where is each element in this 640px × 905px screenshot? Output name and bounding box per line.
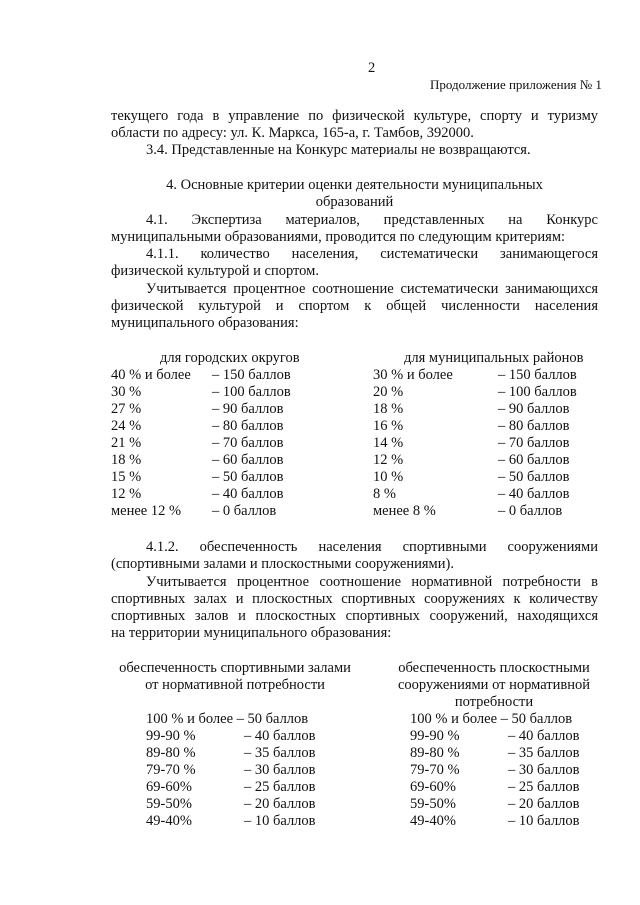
table1-right-header: для муниципальных районов bbox=[404, 350, 584, 366]
table-cell: 49-40% bbox=[410, 813, 456, 829]
table-cell: – 80 баллов bbox=[498, 418, 570, 434]
table-cell: – 70 баллов bbox=[498, 435, 570, 451]
page-number: 2 bbox=[368, 60, 376, 76]
paragraph-line: физической культурой и спортом к общей численности населения bbox=[111, 298, 598, 314]
table-cell: 59-50% bbox=[146, 796, 192, 812]
paragraph-4-1-1: 4.1.1. количество населения, систематически занимающегося bbox=[146, 246, 598, 262]
table2-right-header-cont: потребности bbox=[454, 694, 534, 710]
table-cell: – 60 баллов bbox=[498, 452, 570, 468]
table-cell: 69-60% bbox=[410, 779, 456, 795]
table-cell: – 50 баллов bbox=[212, 469, 284, 485]
table-cell: – 20 баллов bbox=[244, 796, 316, 812]
section-title: 4. Основные критерии оценки деятельности муниципальных bbox=[166, 177, 543, 193]
paragraph-line: физической культурой и спортом. bbox=[111, 263, 319, 279]
table-cell: 30 % bbox=[111, 384, 142, 400]
table-cell: 8 % bbox=[373, 486, 396, 502]
table-cell: 27 % bbox=[111, 401, 142, 417]
table-cell: 30 % и более bbox=[373, 367, 453, 383]
table-cell: – 30 баллов bbox=[508, 762, 580, 778]
paragraph-line: (спортивными залами и плоскостными сооружениями). bbox=[111, 556, 454, 572]
paragraph-line: спортивных залов и плоскостных спортивных сооружений, находящихся bbox=[111, 608, 598, 624]
paragraph-line: муниципального образования: bbox=[111, 315, 299, 331]
table-cell: – 10 баллов bbox=[244, 813, 316, 829]
table-cell: 59-50% bbox=[410, 796, 456, 812]
table-cell: 49-40% bbox=[146, 813, 192, 829]
table2-right-header-cont: сооружениями от нормативной bbox=[398, 677, 590, 693]
table-cell: – 25 баллов bbox=[508, 779, 580, 795]
table-cell: – 20 баллов bbox=[508, 796, 580, 812]
table-cell: – 25 баллов bbox=[244, 779, 316, 795]
table-cell: – 90 баллов bbox=[212, 401, 284, 417]
paragraph-line: области по адресу: ул. К. Маркса, 165-а, г. Тамбов, 392000. bbox=[111, 125, 474, 141]
table1-left-header: для городских округов bbox=[160, 350, 300, 366]
table-cell: 89-80 % bbox=[146, 745, 196, 761]
table-cell: 18 % bbox=[373, 401, 404, 417]
table-cell: – 40 баллов bbox=[508, 728, 580, 744]
table-cell: 79-70 % bbox=[146, 762, 196, 778]
table-cell: 40 % и более bbox=[111, 367, 191, 383]
table-cell: – 40 баллов bbox=[498, 486, 570, 502]
paragraph-line: спортивных залах и плоскостных спортивных сооружениях к количеству bbox=[111, 591, 598, 607]
table-cell: 99-90 % bbox=[146, 728, 196, 744]
table-cell: – 0 баллов bbox=[498, 503, 563, 519]
table-cell: 16 % bbox=[373, 418, 404, 434]
table-cell: – 90 баллов bbox=[498, 401, 570, 417]
table-cell: 100 % и более – 50 баллов bbox=[146, 711, 309, 727]
table-cell: – 100 баллов bbox=[498, 384, 577, 400]
table-cell: менее 8 % bbox=[373, 503, 436, 519]
paragraph-line: Учитывается процентное соотношение систематически занимающихся bbox=[146, 281, 598, 297]
table-cell: – 35 баллов bbox=[508, 745, 580, 761]
item-3-4: 3.4. Представленные на Конкурс материалы не возвращаются. bbox=[146, 142, 531, 158]
paragraph-line: текущего года в управление по физической культуре, спорту и туризму bbox=[111, 108, 598, 124]
table-cell: – 10 баллов bbox=[508, 813, 580, 829]
table-cell: 89-80 % bbox=[410, 745, 460, 761]
paragraph-line: на территории муниципального образования: bbox=[111, 625, 392, 641]
table-cell: – 100 баллов bbox=[212, 384, 291, 400]
table-cell: 14 % bbox=[373, 435, 404, 451]
table-cell: 99-90 % bbox=[410, 728, 460, 744]
table-cell: 24 % bbox=[111, 418, 142, 434]
table-cell: 12 % bbox=[373, 452, 404, 468]
paragraph-4-1-2: 4.1.2. обеспеченность населения спортивными сооружениями bbox=[146, 539, 598, 555]
table2-right-header: обеспеченность плоскостными bbox=[398, 660, 590, 676]
table-cell: – 30 баллов bbox=[244, 762, 316, 778]
table2-left-header: обеспеченность спортивными залами bbox=[119, 660, 351, 676]
paragraph-line: Учитывается процентное соотношение нормативной потребности в bbox=[146, 574, 598, 590]
table-cell: 18 % bbox=[111, 452, 142, 468]
table-cell: – 50 баллов bbox=[498, 469, 570, 485]
table-cell: – 40 баллов bbox=[244, 728, 316, 744]
table-cell: – 60 баллов bbox=[212, 452, 284, 468]
table-cell: – 150 баллов bbox=[212, 367, 291, 383]
table-cell: – 35 баллов bbox=[244, 745, 316, 761]
table-cell: 12 % bbox=[111, 486, 142, 502]
table-cell: – 0 баллов bbox=[212, 503, 277, 519]
table-cell: 79-70 % bbox=[410, 762, 460, 778]
table-cell: – 80 баллов bbox=[212, 418, 284, 434]
table-cell: – 40 баллов bbox=[212, 486, 284, 502]
table-cell: 100 % и более – 50 баллов bbox=[410, 711, 573, 727]
table-cell: 69-60% bbox=[146, 779, 192, 795]
table-cell: 15 % bbox=[111, 469, 142, 485]
table-cell: менее 12 % bbox=[111, 503, 182, 519]
table-cell: – 70 баллов bbox=[212, 435, 284, 451]
table-cell: – 150 баллов bbox=[498, 367, 577, 383]
paragraph-4-1: 4.1. Экспертиза материалов, представленных на Конкурс bbox=[146, 212, 598, 228]
continuation-note: Продолжение приложения № 1 bbox=[430, 77, 602, 92]
section-title-cont: образований bbox=[315, 194, 394, 210]
table2-left-header-cont: от нормативной потребности bbox=[145, 677, 325, 693]
paragraph-line: муниципальными образованиями, проводится по следующим критериям: bbox=[111, 229, 566, 245]
table-cell: 21 % bbox=[111, 435, 142, 451]
table-cell: 20 % bbox=[373, 384, 404, 400]
table-cell: 10 % bbox=[373, 469, 404, 485]
